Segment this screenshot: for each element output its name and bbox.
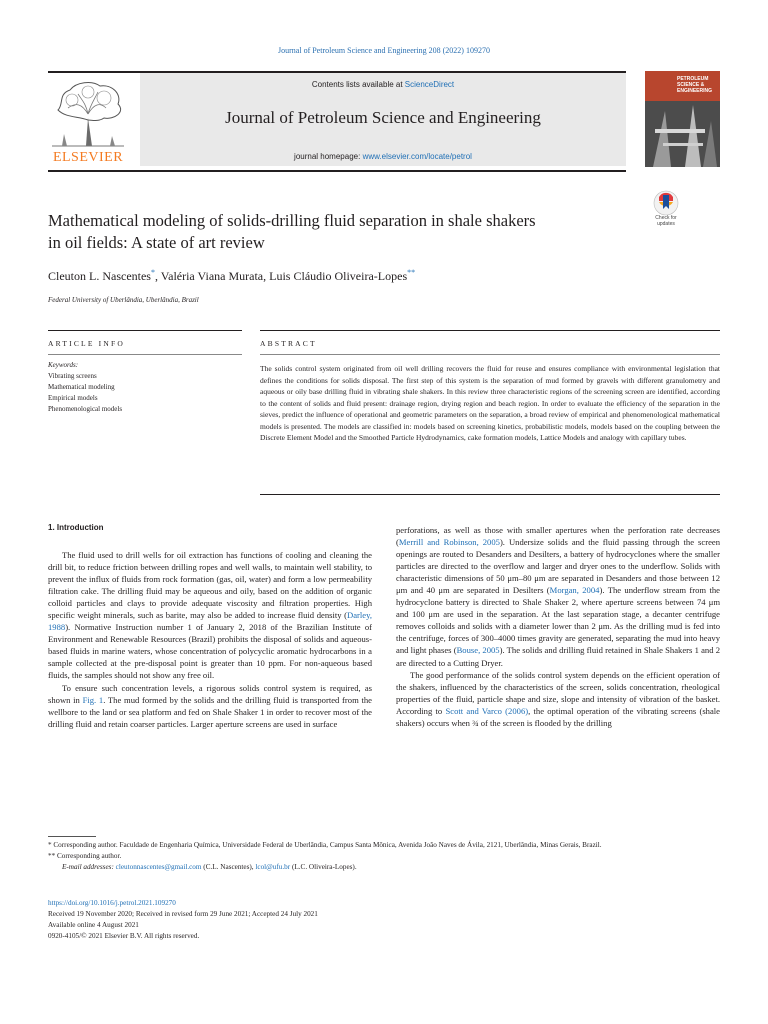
keyword-item: Mathematical modeling — [48, 383, 115, 391]
sciencedirect-link[interactable]: ScienceDirect — [404, 80, 455, 89]
paragraph: The good performance of the solids control system depends on the efficient operation of the shakers, influenced by the characteristics of the screen, solids concentration, rheological properties of the fluid, particle shape and size, slope and intensity of vibration of the basket. According to Scott and Varco (2006), the optimal operation of the vibrating screens (shale shakers) occurs when ¾ of the screen is flooded by the drilling — [396, 669, 720, 728]
author-list: Cleuton L. Nascentes*, Valéria Viana Murata, Luis Cláudio Oliveira-Lopes** — [48, 268, 416, 283]
copyright: 0920-4105/© 2021 Elsevier B.V. All rights reserved. — [48, 932, 200, 940]
cover-title: PETROLEUM SCIENCE & ENGINEERING — [677, 76, 713, 94]
doi-link[interactable]: https://doi.org/10.1016/j.petrol.2021.109270 — [48, 899, 176, 907]
article-title-line2: in oil fields: A state of art review — [48, 233, 265, 252]
abstract-inner-rule — [260, 354, 720, 355]
footnote-rule — [48, 836, 96, 837]
second-corresponding-note: ** Corresponding author. — [48, 852, 122, 860]
abstract-bottom-rule — [260, 494, 720, 495]
paragraph: To ensure such concentration levels, a rigorous solids control system is required, as shown in Fig. 1. The mud formed by the solids and the drilling fluid is transported from the wellbore to the land or sea platform and fed on Shale Shaker 1 in order to recover most of the drilling fluid and retain coarser particles. Larger aperture screens are used in surface — [48, 682, 372, 729]
citation-link[interactable]: Scott and Varco (2006) — [445, 705, 529, 716]
contents-prefix: Contents lists available at — [311, 80, 403, 89]
article-title-line1: Mathematical modeling of solids-drilling fluid separation in shale shakers — [48, 211, 536, 230]
affiliation: Federal University of Uberlândia, Uberlândia, Brazil — [48, 296, 199, 304]
keywords-label: Keywords: — [48, 361, 79, 369]
author-name[interactable]: Cleuton L. Nascentes — [48, 269, 151, 283]
corresponding-mark[interactable]: * — [150, 268, 155, 277]
corresponding-mark[interactable]: ** — [407, 268, 416, 277]
email-link[interactable]: lcol@ufu.br — [255, 863, 291, 871]
check-for-updates-badge[interactable] — [648, 190, 684, 230]
article-info-heading: ARTICLE INFO — [48, 339, 125, 348]
citation-link[interactable]: Merrill and Robinson, 2005 — [398, 537, 500, 548]
citation-link[interactable]: Darley, 1988 — [48, 610, 372, 633]
author-name[interactable]: Valéria Viana Murata — [160, 269, 264, 283]
email-label: E-mail addresses: — [62, 863, 114, 871]
masthead-bottom-rule — [48, 170, 626, 172]
footnotes — [48, 840, 720, 873]
homepage-prefix: journal homepage: — [294, 152, 361, 161]
corresponding-author-note: * Corresponding author. Faculdade de Engenharia Química, Universidade Federal de Uberlândia, Campus Santa Mônica, Avenida João Naves de Ávila, 2121, Uberlândia, Minas Gerais, Brazil. — [48, 841, 602, 849]
article-info-inner-rule — [48, 354, 242, 355]
keyword-item: Phenomenological models — [48, 405, 123, 413]
email-link[interactable]: cleutonnascentes@gmail.com — [115, 863, 202, 871]
article-title — [48, 210, 628, 254]
citation-link[interactable]: Morgan, 2004 — [549, 585, 600, 596]
abstract-text: The solids control system originated from oil well drilling recovers the fluid for reuse and ensures compliance with environmental legislation that defines the conditions for solids disposal. The first step of this system is the separation of mud formed by gravels with different granulometry and aqueous or oily base drilling fluid in vibrating shale shakers. In this review three characteristic regions of the screening screen are identified, according to the content of solids and fluid present: drainage region, drying region and beach region. In order to evaluate the efficiency of the separation in the sieves, predict the influence of operational and geometric parameters on the separation, a broad review of empirical and phenomenological mathematical models is presented. The models are classified in: models based on screening kinetics, probabilistic models, models based on the coupling between the Discrete Element Model and the Smoothed Particle Hydrodynamics, cake formation models, Lattice Models and analogy with capillary tubes. — [260, 364, 720, 442]
journal-cover-image — [645, 71, 720, 167]
bookmark-icon — [648, 190, 684, 216]
received-dates: Received 19 November 2020; Received in revised form 29 June 2021; Accepted 24 July 2021 — [48, 910, 318, 918]
section-heading-introduction: 1. Introduction — [48, 523, 104, 532]
paragraph: perforations, as well as those with smaller apertures when the perforation rate decreases (Merrill and Robinson, 2005). Undersize solids and the fluid passing through the screen openings are routed to Desanders and Desilters, a battery of hydrocyclones where the smaller particles are directed to the overflow and larger and dryer ones to the underflow. Solids with characteristic dimensions of 50 μm–80 μm are separated in Desanders and those between 12 μm and 40 μm are separated in Desilters (Morgan, 2004). The underflow stream from the hydrocyclone battery is directed to Shale Shaker 2, where aperture screens between 74 μm and 100 μm are used in the separation. At the last separation stage, a decanter centrifuge removes colloids and solids with a diameter lower than 2 μm. As the drilling mud is fed into the centrifuge, forces of 300–4000 times gravity are generated, separating the mud into heavy and light phases (Bouse, 2005). The solids and drilling fluid retained in Shale Shakers 1 and 2 are directed to a Cutting Dryer. — [396, 525, 721, 668]
citation-link[interactable]: Bouse, 2005 — [456, 645, 500, 656]
email-owner: (L.C. Oliveira-Lopes). — [291, 863, 357, 871]
body-column-left — [48, 549, 372, 730]
abstract-heading: ABSTRACT — [260, 339, 317, 348]
figure-link[interactable]: Fig. 1 — [82, 694, 104, 705]
abstract-rule — [260, 330, 720, 331]
body-column-right — [396, 524, 720, 729]
article-history — [48, 898, 720, 942]
elsevier-logo — [48, 78, 128, 166]
keyword-item: Empirical models — [48, 394, 98, 402]
paragraph: The fluid used to drill wells for oil extraction has functions of cooling and cleaning the drill bit, to reduce friction between drilling ropes and well walls, to maintain well stability, to prevent the influx of fluids from rock formation (gas, oil, water) and form a low permeability filtration cake. The drilling fluid may be aqueous and oily, based on the addition of organic colloid particles and clays to provide adequate viscosity and filtration properties. High specific weight minerals, such as barite, may also be added to increase fluid density (Darley, 1988). Normative Instruction number 1 of January 2, 2018 of the Brazilian Institute of Environment and Renewable Resources (Brazil) prohibits the disposal of solids and aqueous-based fluids in marine waters, whose concentration of polycyclic aromatic hydrocarbons in a sample collected at the pre-disposal point is greater than 10 ppm. For non-aqueous based fluids, the samples should not show any free oil. — [48, 550, 372, 681]
available-online: Available online 4 August 2021 — [48, 921, 139, 929]
keyword-item: Vibrating screens — [48, 372, 97, 380]
article-info-rule — [48, 330, 242, 331]
journal-homepage — [140, 152, 626, 161]
email-addresses — [48, 862, 720, 873]
check-for-updates-label: Check for updates — [655, 215, 677, 227]
homepage-link[interactable]: www.elsevier.com/locate/petrol — [362, 152, 472, 161]
author-name[interactable]: Luis Cláudio Oliveira-Lopes — [269, 269, 408, 283]
elsevier-wordmark: ELSEVIER — [52, 150, 124, 165]
citation-header: Journal of Petroleum Science and Engineering 208 (2022) 109270 — [278, 46, 490, 55]
contents-availability — [140, 80, 626, 89]
email-owner: (C.L. Nascentes), — [203, 863, 254, 871]
journal-name: Journal of Petroleum Science and Engineering — [225, 108, 541, 127]
